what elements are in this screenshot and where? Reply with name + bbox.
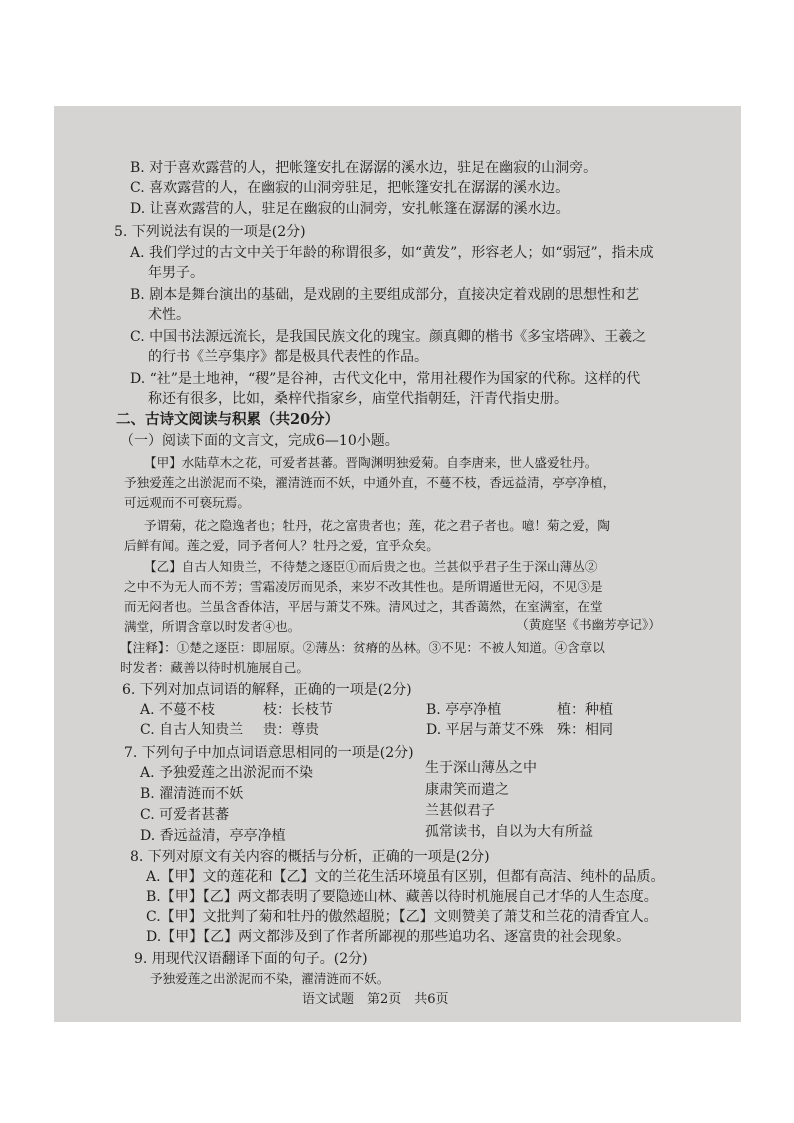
q7-option-d-right: 孤常读书，自以为大有所益 (425, 824, 593, 840)
q4-option-d: D. 让喜欢露营的人，驻足在幽寂的山洞旁，安扎帐篷在潺潺的溪水边。 (130, 201, 570, 217)
q9-stem: 9. 用现代汉语翻译下面的句子。(2分) (134, 951, 368, 967)
q8-option-a: A.【甲】文的莲花和【乙】文的兰花生活环境虽有区别，但都有高洁、纯朴的品质。 (146, 869, 665, 885)
section-2-title: 二、古诗文阅读与积累（共20分） (116, 411, 340, 428)
q5-option-c-line1: C. 中国书法源远流长，是我国民族文化的瑰宝。颜真卿的楷书《多宝塔碑》、王羲之 (130, 329, 647, 345)
q7-option-b-right: 康肃笑而遣之 (425, 782, 509, 798)
q5-option-a-line1: A. 我们学过的古文中关于年龄的称谓很多，如“黄发”，形容老人；如“弱冠”，指未成 (130, 245, 654, 261)
passage-jia-line2: 予独爱莲之出淤泥而不染，濯清涟而不妖，中通外直，不蔓不枝，香远益清，亭亭净植， (124, 475, 616, 490)
q6-option-a-word: A. 不蔓不枝 (140, 702, 216, 718)
passage-jia-line1: 【甲】水陆草木之花，可爱者甚蕃。晋陶渊明独爱菊。自李唐来，世人盛爱牡丹。 (144, 455, 598, 470)
notes-line1: 【注释】：①楚之逐臣：即屈原。②薄丛：贫瘠的丛林。③不见：不被人知道。④含章以 (120, 640, 605, 655)
q8-option-b: B.【甲】【乙】两文都表明了要隐迹山林、藏善以待时机施展自己才华的人生态度。 (146, 889, 658, 905)
q5-option-c-line2: 的行书《兰亭集序》都是极具代表性的作品。 (148, 349, 428, 365)
q5-option-b-line1: B. 剧本是舞台演出的基础，是戏剧的主要组成部分，直接决定着戏剧的思想性和艺 (130, 287, 640, 303)
passage-yi-line4: 满堂，所谓含章以时发者④也。 (124, 619, 301, 634)
passage-jia-line4: 予谓菊，花之隐逸者也；牡丹，花之富贵者也；莲，花之君子者也。噫！菊之爱，陶 (144, 518, 610, 533)
q7-option-c-left: C. 可爱者甚蕃 (140, 807, 230, 823)
q6-option-d-gloss: 殊：相同 (557, 722, 613, 738)
q5-option-b-line2: 术性。 (148, 307, 190, 323)
section-2-instruction: （一）阅读下面的文言文，完成6—10小题。 (120, 433, 399, 449)
q6-stem: 6. 下列对加点词语的解释，正确的一项是(2分) (122, 682, 412, 698)
q6-option-c-gloss: 贵：尊贵 (263, 722, 319, 738)
q6-option-b-gloss: 植：种植 (557, 702, 613, 718)
q6-option-b-word: B. 亭亭净植 (426, 702, 502, 718)
q7-option-c-right: 兰甚似君子 (425, 803, 495, 819)
passage-yi-line3: 而无闷者也。兰虽含香体洁，平居与萧艾不殊。清风过之，其香蔼然，在室满室，在堂 (124, 599, 603, 614)
q5-option-d-line2: 称还有很多，比如，桑梓代指家乡，庙堂代指朝廷，汗青代指史册。 (148, 391, 568, 407)
q5-option-d-line1: D. “社”是土地神，“稷”是谷神，古代文化中，常用社稷作为国家的代称。这样的代 (130, 371, 641, 387)
q4-option-b: B. 对于喜欢露营的人，把帐篷安扎在潺潺的溪水边，驻足在幽寂的山洞旁。 (130, 160, 598, 176)
q6-option-c-word: C. 自古人知贵兰 (140, 722, 244, 738)
q8-option-c: C.【甲】文批判了菊和牡丹的傲然超脱；【乙】文则赞美了萧艾和兰花的清香宜人。 (146, 909, 658, 925)
q6-option-a-gloss: 枝：长枝节 (263, 702, 333, 718)
exam-page (54, 106, 741, 1022)
notes-line2: 时发者：藏善以待时机施展自己。 (120, 660, 309, 675)
q7-option-a-right: 生于深山薄丛之中 (425, 760, 537, 776)
q5-stem: 5. 下列说法有误的一项是(2分) (114, 224, 306, 240)
passage-yi-line1: 【乙】自古人知贵兰，不待楚之逐臣①而后贵之也。兰甚似乎君子生于深山薄丛② (144, 559, 598, 574)
passage-jia-line3: 可远观而不可亵玩焉。 (124, 495, 250, 510)
q9-sentence: 予独爱莲之出淤泥而不染，濯清涟而不妖。 (150, 971, 390, 986)
page-footer: 语文试题 第2页 共6页 (302, 992, 449, 1007)
passage-yi-line2: 之中不为无人而不芳；雪霜凌厉而见杀，来岁不改其性也。是所谓遁世无闷，不见③是 (124, 579, 603, 594)
q7-option-b-left: B. 濯清涟而不妖 (140, 786, 244, 802)
q8-option-d: D.【甲】【乙】两文都涉及到了作者所鄙视的那些追功名、逐富贵的社会现象。 (146, 929, 631, 945)
q6-option-d-word: D. 平居与萧艾不殊 (426, 722, 544, 738)
passage-yi-source: （黄庭坚《书幽芳亭记》） (516, 617, 661, 632)
q7-option-a-left: A. 予独爱莲之出淤泥而不染 (140, 765, 314, 781)
q7-option-d-left: D. 香远益清，亭亭净植 (140, 828, 286, 844)
q8-stem: 8. 下列对原文有关内容的概括与分析，正确的一项是(2分) (130, 849, 490, 865)
q5-option-a-line2: 年男子。 (148, 265, 204, 281)
q7-stem: 7. 下列句子中加点词语意思相同的一项是(2分) (124, 745, 414, 761)
passage-jia-line5: 后鲜有闻。莲之爱，同予者何人？牡丹之爱，宜乎众矣。 (124, 538, 439, 553)
q4-option-c: C. 喜欢露营的人，在幽寂的山洞旁驻足，把帐篷安扎在潺潺的溪水边。 (130, 180, 570, 196)
